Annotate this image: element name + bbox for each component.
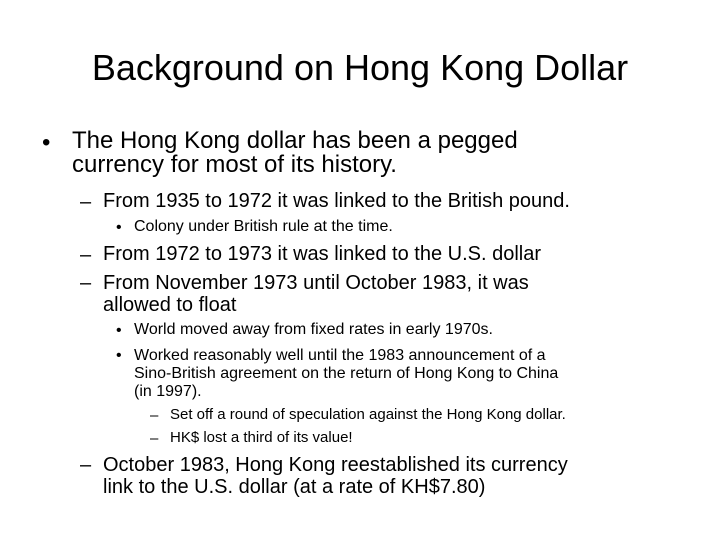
bullet-main-line-2: currency for most of its history. [72, 151, 397, 178]
slide-title: Background on Hong Kong Dollar [91, 47, 629, 88]
sub-sub-item-world: World moved away from fixed rates in early 1970s. [134, 321, 493, 338]
bullet-main-line-1: The Hong Kong dollar has been a pegged [72, 127, 518, 154]
sub-item-float-line-1: From November 1973 until October 1983, it was [103, 272, 529, 294]
bullet-main [72, 129, 518, 177]
sub-item-reestablished [103, 454, 568, 498]
dash-marker: – [80, 244, 92, 266]
dash-marker: – [80, 454, 92, 476]
sub-sub-item-colony: Colony under British rule at the time. [134, 218, 393, 235]
sub-item-float-line-2: allowed to float [103, 294, 237, 316]
sub-item-reestablished-line-1: October 1983, Hong Kong reestablished its currency [103, 454, 568, 476]
bullet-marker: • [116, 219, 122, 236]
sub-sub-item-worked-line-1: Worked reasonably well until the 1983 announcement of a [134, 347, 546, 364]
dash-marker: – [80, 191, 92, 213]
dash-marker: – [150, 430, 159, 447]
dash-marker: – [80, 272, 92, 294]
sub-sub-item-worked [134, 347, 558, 401]
level4-item-lost-value: HK$ lost a third of its value! [170, 429, 353, 446]
sub-sub-item-worked-line-3: (in 1997). [134, 383, 202, 400]
sub-item-reestablished-line-2: link to the U.S. dollar (at a rate of KH$7.80) [103, 476, 486, 498]
sub-sub-item-worked-line-2: Sino-British agreement on the return of Hong Kong to China [134, 365, 559, 382]
level4-item-speculation: Set off a round of speculation against the Hong Kong dollar. [170, 406, 566, 423]
sub-item-1935-1972: From 1935 to 1972 it was linked to the British pound. [103, 190, 570, 212]
sub-item-1972-1973: From 1972 to 1973 it was linked to the U.S. dollar [103, 243, 542, 265]
sub-item-float [103, 272, 529, 316]
bullet-marker: • [42, 129, 51, 156]
dash-marker: – [150, 407, 159, 424]
bullet-marker: • [116, 322, 122, 339]
bullet-marker: • [116, 347, 122, 364]
